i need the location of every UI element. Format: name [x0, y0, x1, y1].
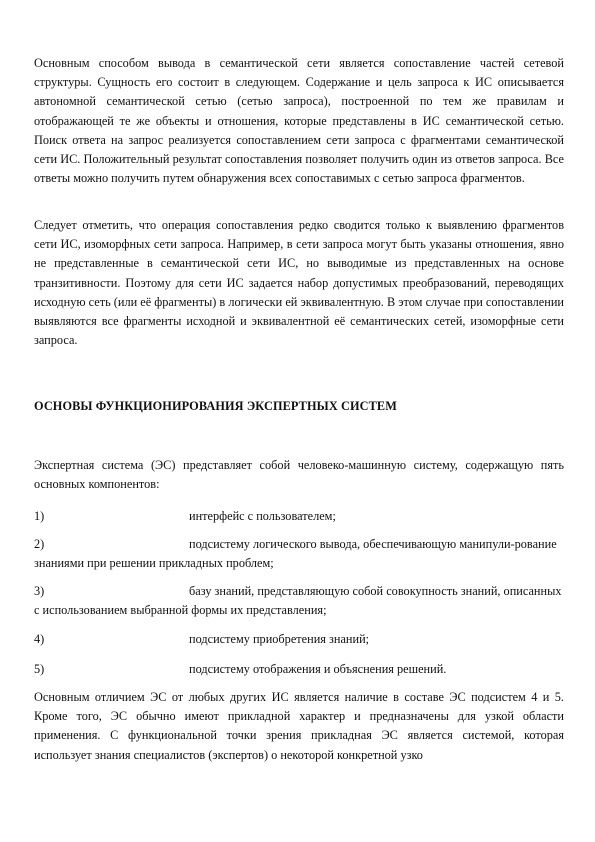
- list-item: [34, 660, 564, 679]
- list-item: [34, 630, 564, 649]
- list-item: [34, 535, 564, 573]
- list-item: [34, 582, 564, 620]
- list-item-text: базу знаний, представляющую собой совокупность знаний, описанных с использованием выбранной формы их представления;: [34, 584, 562, 618]
- paragraph-expert-system-intro: Экспертная система (ЭС) представляет собой человеко-машинную систему, содержащую пять основных компонентов:: [34, 458, 564, 492]
- list-item-number: 4): [34, 632, 45, 646]
- list-item-text: интерфейс с пользователем;: [189, 509, 336, 523]
- list-item-number: 3): [34, 584, 45, 598]
- list-item-number: 2): [34, 537, 45, 551]
- paragraph-semantic-inference: Основным способом вывода в семантической сети является сопоставление частей сетевой структуры. Сущность его состоит в следующем. Содержание и цель запроса к ИС описывается автономной семантической сетью (сетью запроса), построенной по тем же правилам и отображающей те же объекты и отношения, которые представлены в ИС семантической сетью. Поиск ответа на запрос реализуется сопоставлением сети запроса с фрагментами семантической сети ИС. Положительный результат сопоставления позволяет получить один из ответов запроса. Все ответы можно получить путем обнаружения всех сопоставимых с сетью запроса фрагментов.: [34, 56, 564, 186]
- list-item: [34, 507, 564, 526]
- list-item-text: подсистему отображения и объяснения решений.: [189, 662, 447, 676]
- list-item-number: 5): [34, 662, 45, 676]
- list-item-number: 1): [34, 509, 45, 523]
- paragraph-matching-operation: Следует отметить, что операция сопоставления редко сводится только к выявлению фрагментов сети ИС, изоморфных сети запроса. Например, в сети запроса могут быть указаны отношения, явно не представленные в семантической сети ИС, но выводимые из представленных на основе транзитивности. Поэтому для сети ИС задается набор допустимых преобразований, переводящих исходную сеть (или её фрагменты) в логически ей эквивалентную. В этом случае при сопоставлении выявляются все фрагменты исходной и эквивалентной её семантических сетей, изоморфные сети запроса.: [34, 218, 564, 348]
- list-item-text: подсистему логического вывода, обеспечивающую манипули-рование знаниями при решении прикладных проблем;: [34, 537, 557, 571]
- list-item-text: подсистему приобретения знаний;: [189, 632, 370, 646]
- paragraph-expert-system-difference: Основным отличием ЭС от любых других ИС является наличие в составе ЭС подсистем 4 и 5. Кроме того, ЭС обычно имеют прикладной характер и предназначены для узкой области применения. С функциональной точки зрения прикладная ЭС является системой, которая использует знания специалистов (экспертов) о некоторой конкретной узко: [34, 690, 564, 762]
- section-heading: ОСНОВЫ ФУНКЦИОНИРОВАНИЯ ЭКСПЕРТНЫХ СИСТЕМ: [34, 399, 397, 413]
